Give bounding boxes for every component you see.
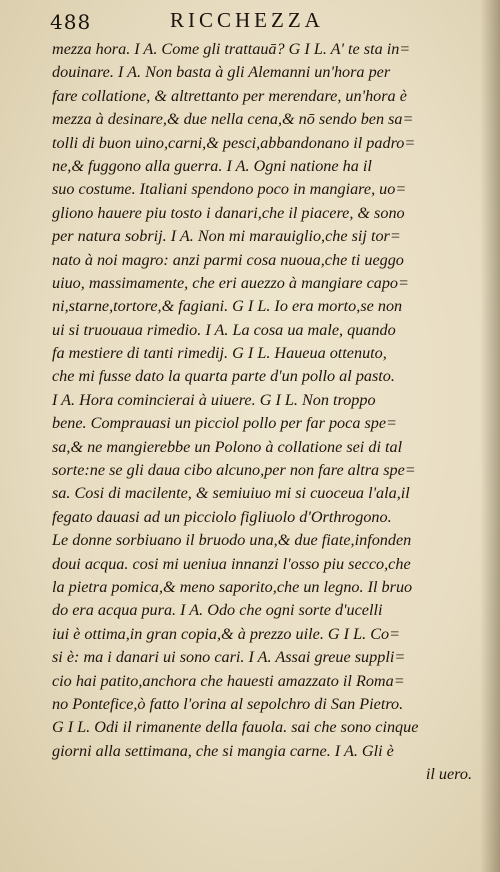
body-text (52, 38, 482, 787)
text-line: ni,starne,tortore,& fagiani. G I L. Io era morto,se non (52, 297, 403, 316)
text-line: Le donne sorbiuano il bruodo una,& due fiate,infonden (52, 531, 412, 550)
text-line: nato à noi magro: anzi parmi cosa nuoua,che ti ueggo (52, 250, 404, 269)
text-line: do era acqua pura. I A. Odo che ogni sorte d'ucelli (52, 601, 383, 620)
text-line: si è: ma i danari ui sono cari. I A. Assai greue suppli= (52, 648, 406, 667)
text-line: doui acqua. cosi mi ueniua innanzi l'osso piu secco,che (52, 554, 411, 573)
text-line: iui è ottima,in gran copia,& à prezzo uile. G I L. Co= (52, 624, 401, 643)
text-line: suo costume. Italiani spendono poco in mangiare, uo= (52, 180, 407, 199)
text-line: douinare. I A. Non basta à gli Alemanni un'hora per (52, 63, 391, 82)
text-line: ne,& fuggono alla guerra. I A. Ogni natione ha il (52, 156, 372, 175)
text-line: sa. Cosi di macilente, & semiuiuo mi si cuoceua l'ala,il (52, 484, 410, 503)
text-line: mezza à desinare,& due nella cena,& nō sendo ben sa= (52, 110, 414, 129)
text-line: tolli di buon uino,carni,& pesci,abbandonano il padro= (52, 133, 416, 152)
text-line: cio hai patito,anchora che hauesti amazzato il Roma= (52, 671, 405, 690)
text-line: fegato dauasi ad un picciolo figliuolo d'Orthrogono. (52, 507, 392, 526)
text-line: fare collatione, & altrettanto per merendare, un'hora è (52, 86, 407, 105)
text-line: per natura sobrij. I A. Non mi marauiglio,che sij tor= (52, 227, 401, 246)
text-line: giorni alla settimana, che si mangia carne. I A. Gli è (52, 741, 394, 760)
text-line: I A. Hora comincierai à uiuere. G I L. Non troppo (52, 390, 376, 409)
text-line: no Pontefice,ò fatto l'orina al sepolchro di San Pietro. (52, 694, 404, 713)
page-header (50, 8, 480, 38)
text-line: fa mestiere di tanti rimedij. G I L. Haueua ottenuto, (52, 344, 387, 363)
text-line: sorte:ne se gli daua cibo alcuno,per non fare altra spe= (52, 461, 416, 480)
page-gutter-shadow (480, 0, 500, 872)
text-line: G I L. Odi il rimanente della fauola. sai che sono cinque (52, 718, 419, 737)
text-line: la pietra pomica,& meno saporito,che un legno. Il bruo (52, 577, 413, 596)
text-line: bene. Comprauasi un picciol pollo per far poca spe= (52, 414, 397, 433)
running-head: RICCHEZZA (170, 8, 324, 32)
text-line: gliono hauere piu tosto i danari,che il piacere, & sono (52, 203, 405, 222)
text-line: che mi fusse dato la quarta parte d'un pollo al pasto. (52, 367, 395, 386)
text-line: uiuo, massimamente, che eri auezzo à mangiare capo= (52, 273, 409, 292)
text-line: sa,& ne mangierebbe un Polono à collatione sei di tal (52, 437, 403, 456)
text-line: mezza hora. I A. Come gli trattauā? G I L. A' te sta in= (52, 40, 411, 58)
text-line-final: il uero. (425, 765, 472, 784)
page-number: 488 (50, 10, 92, 34)
text-line: ui si truouaua rimedio. I A. La cosa ua male, quando (52, 320, 396, 339)
